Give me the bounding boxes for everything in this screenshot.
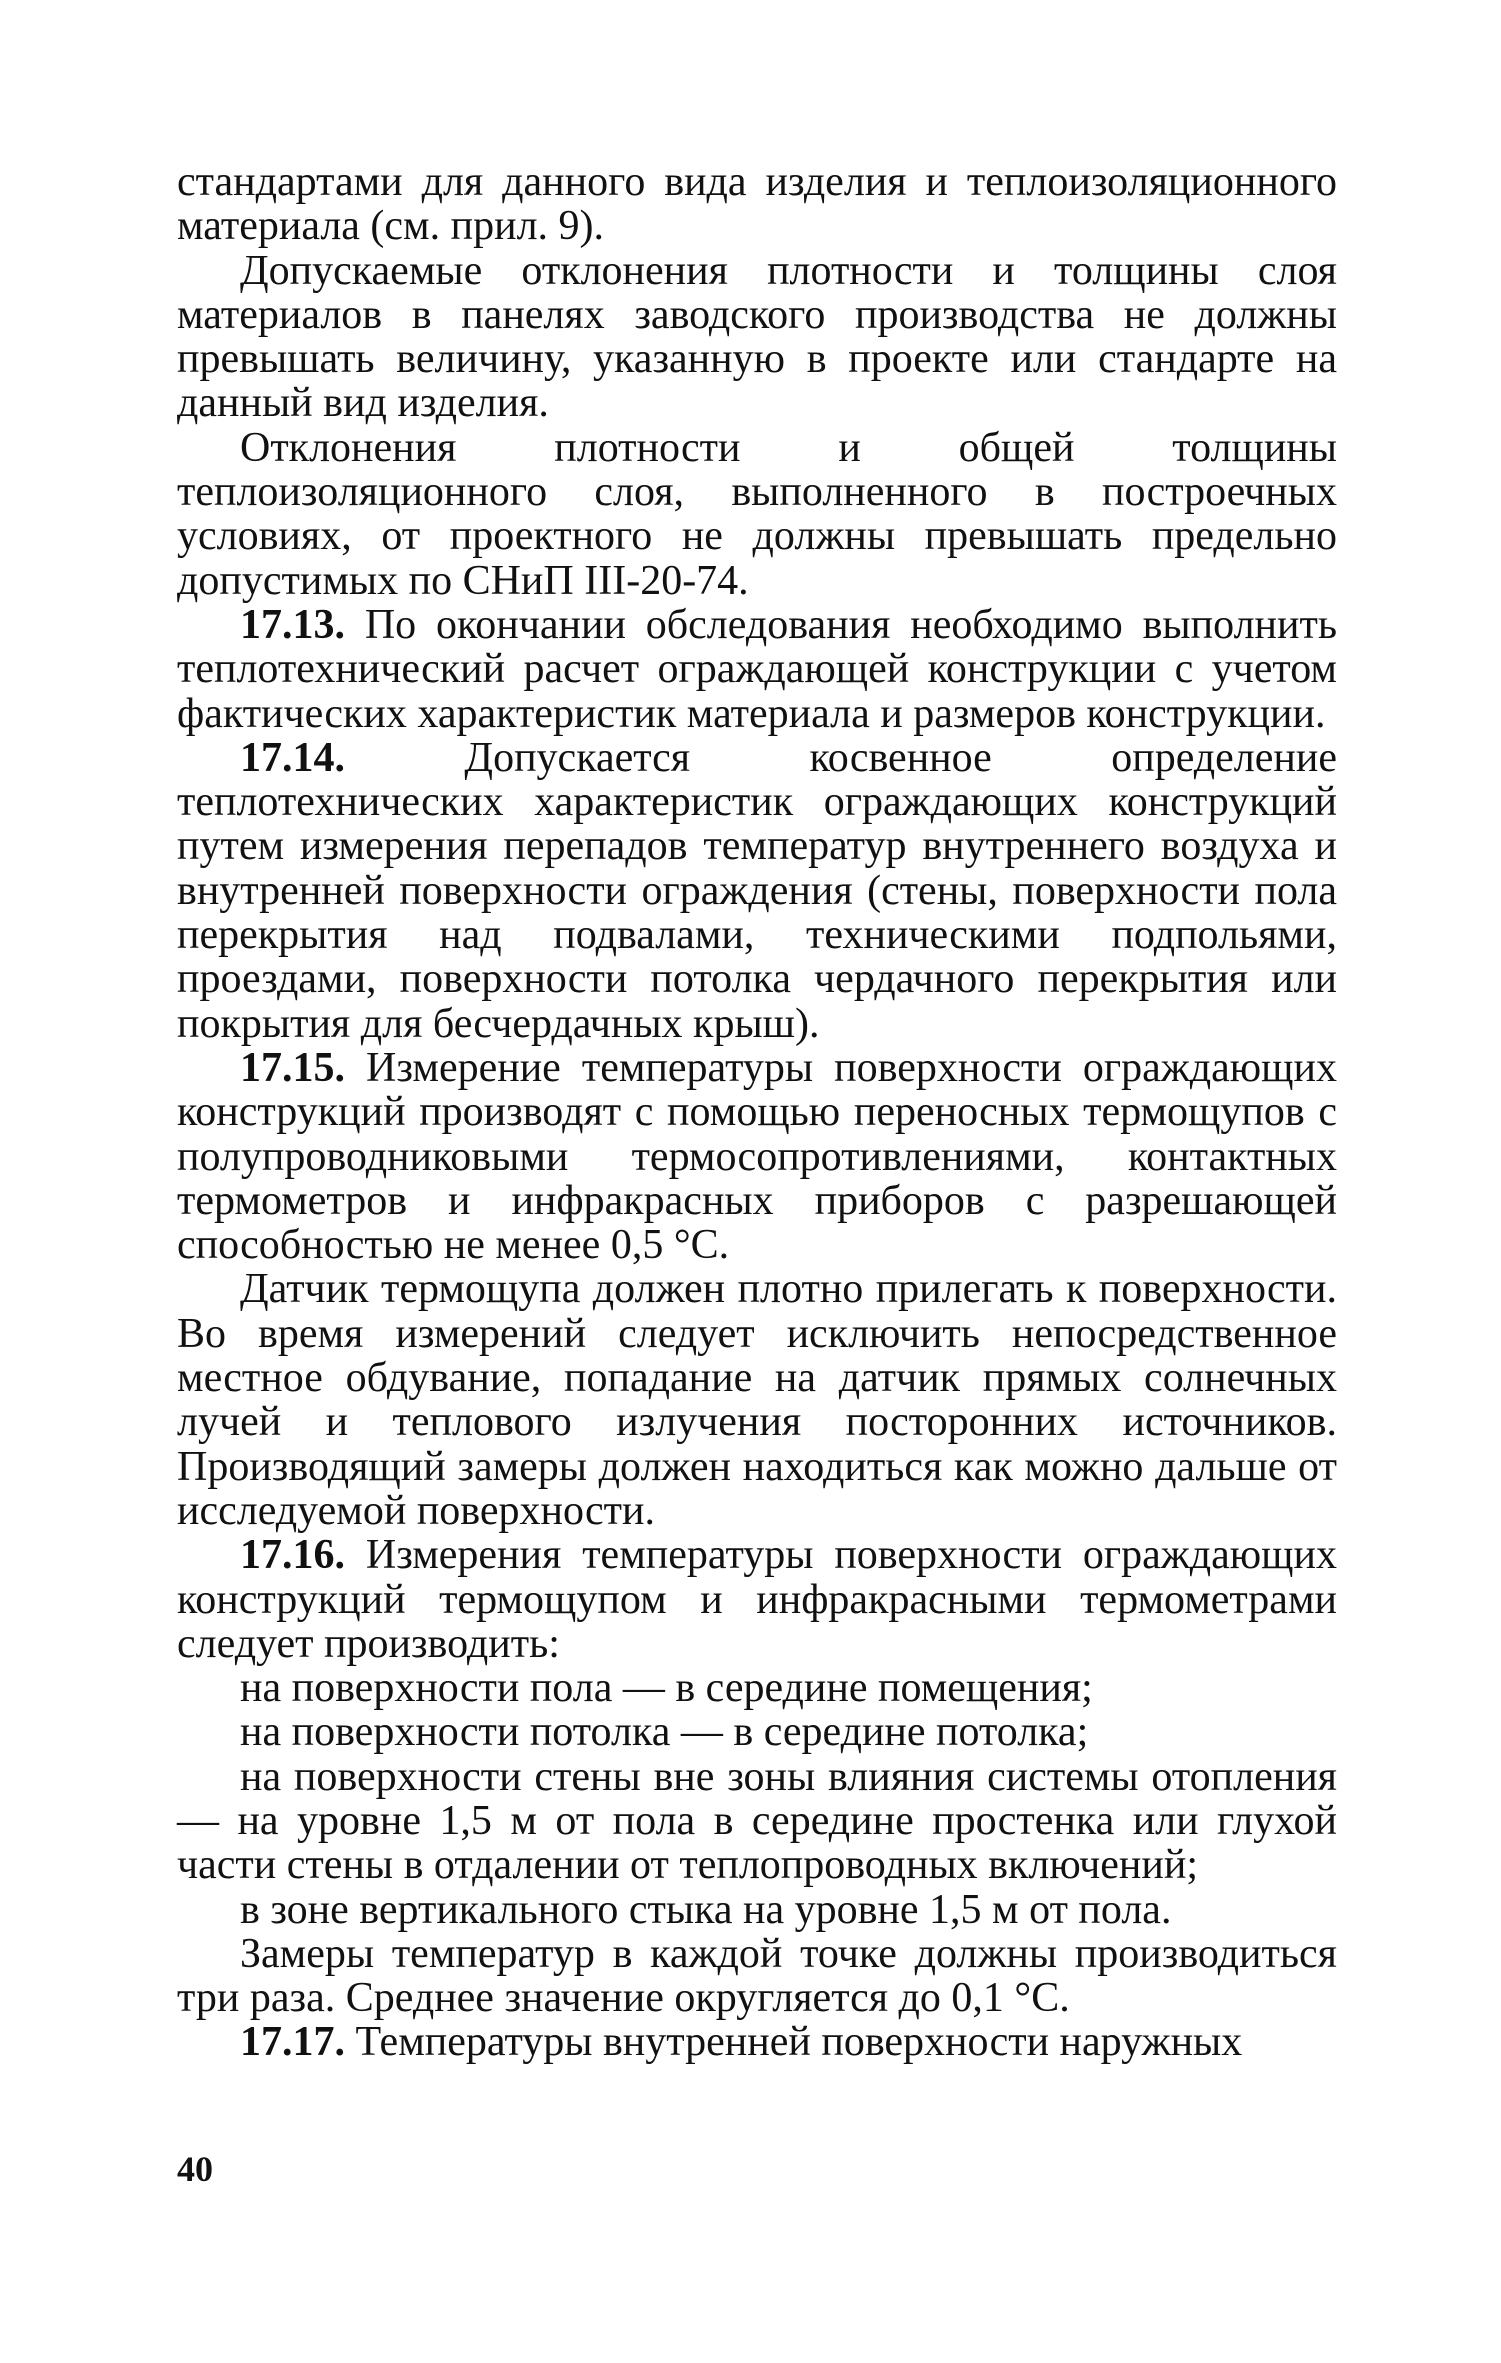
paragraph-sensor: Датчик термощупа должен плотно прилегать к поверхности. Во время измерений следует исключить непосредственное местное обдувание, попадание на датчик прямых солнечных лучей и теплового излучения посторонних источников. Производящий замеры должен находиться как можно дальше от исследуемой поверхности. (177, 1266, 1337, 1534)
body-text (177, 160, 1337, 2065)
page-number: 40 (177, 2149, 213, 2189)
paragraph-17-14: 17.14. Допускается косвенное определение теплотехнических характеристик ограждающих конструкций путем измерения перепадов температур внутреннего воздуха и внутренней поверхности ограждения (стены, поверхности пола перекрытия над подвалами, техническими подпольями, проездами, поверхности потолка чердачного перекрытия или покрытия для бесчердачных крыш). (177, 734, 1337, 1047)
paragraph-17-13: 17.13. По окончании обследования необходимо выполнить теплотехнический расчет ограждающей конструкции с учетом фактических характеристик материала и размеров конструкции. (177, 601, 1337, 737)
clause-number-17-14: 17.14. (240, 734, 345, 781)
paragraph-17-16: 17.16. Измерения температуры поверхности ограждающих конструкций термощупом и инфракрасными термометрами следует производить: (177, 1532, 1337, 1667)
clause-number-17-15: 17.15. (240, 1044, 345, 1091)
paragraph-17-15: 17.15. Измерение температуры поверхности ограждающих конструкций производят с помощью переносных термощупов с полупроводниковыми термосопротивлениями, контактных термометров и инфракрасных приборов с разрешающей способностью не менее 0,5 °С. (177, 1044, 1337, 1269)
paragraph-continuation: стандартами для данного вида изделия и теплоизоляционного материала (см. прил. 9). (177, 159, 1337, 250)
paragraph-deviations-site: Отклонения плотности и общей толщины теплоизоляционного слоя, выполненного в построечных условиях, от проектного не должны превышать предельно допустимых по СНиП III-20-74. (177, 424, 1337, 604)
clause-number-17-17: 17.17. (240, 2019, 345, 2066)
clause-number-17-16: 17.16. (240, 1532, 345, 1579)
list-item-ceiling: на поверхности потолка — в середине потолка; (240, 1709, 1089, 1756)
paragraph-measurements: Замеры температур в каждой точке должны производиться три раза. Среднее значение округляется до 0,1 °С. (177, 1930, 1337, 2022)
paragraph-17-17: 17.17. Температуры внутренней поверхности наружных (240, 2019, 1243, 2066)
list-item-joint: в зоне вертикального стыка на уровне 1,5 м от пола. (240, 1886, 1172, 1933)
paragraph-deviations-panels: Допускаемые отклонения плотности и толщины слоя материалов в панелях заводского производства не должны превышать величину, указанную в проекте или стандарте на данный вид изделия. (177, 247, 1337, 427)
list-item-wall: на поверхности стены вне зоны влияния системы отопления — на уровне 1,5 м от пола в середине простенка или глухой части стены в отдалении от теплопроводных включений; (177, 1753, 1337, 1889)
list-item-floor: на поверхности пола — в середине помещения; (240, 1665, 1093, 1712)
clause-number-17-13: 17.13. (240, 601, 345, 648)
